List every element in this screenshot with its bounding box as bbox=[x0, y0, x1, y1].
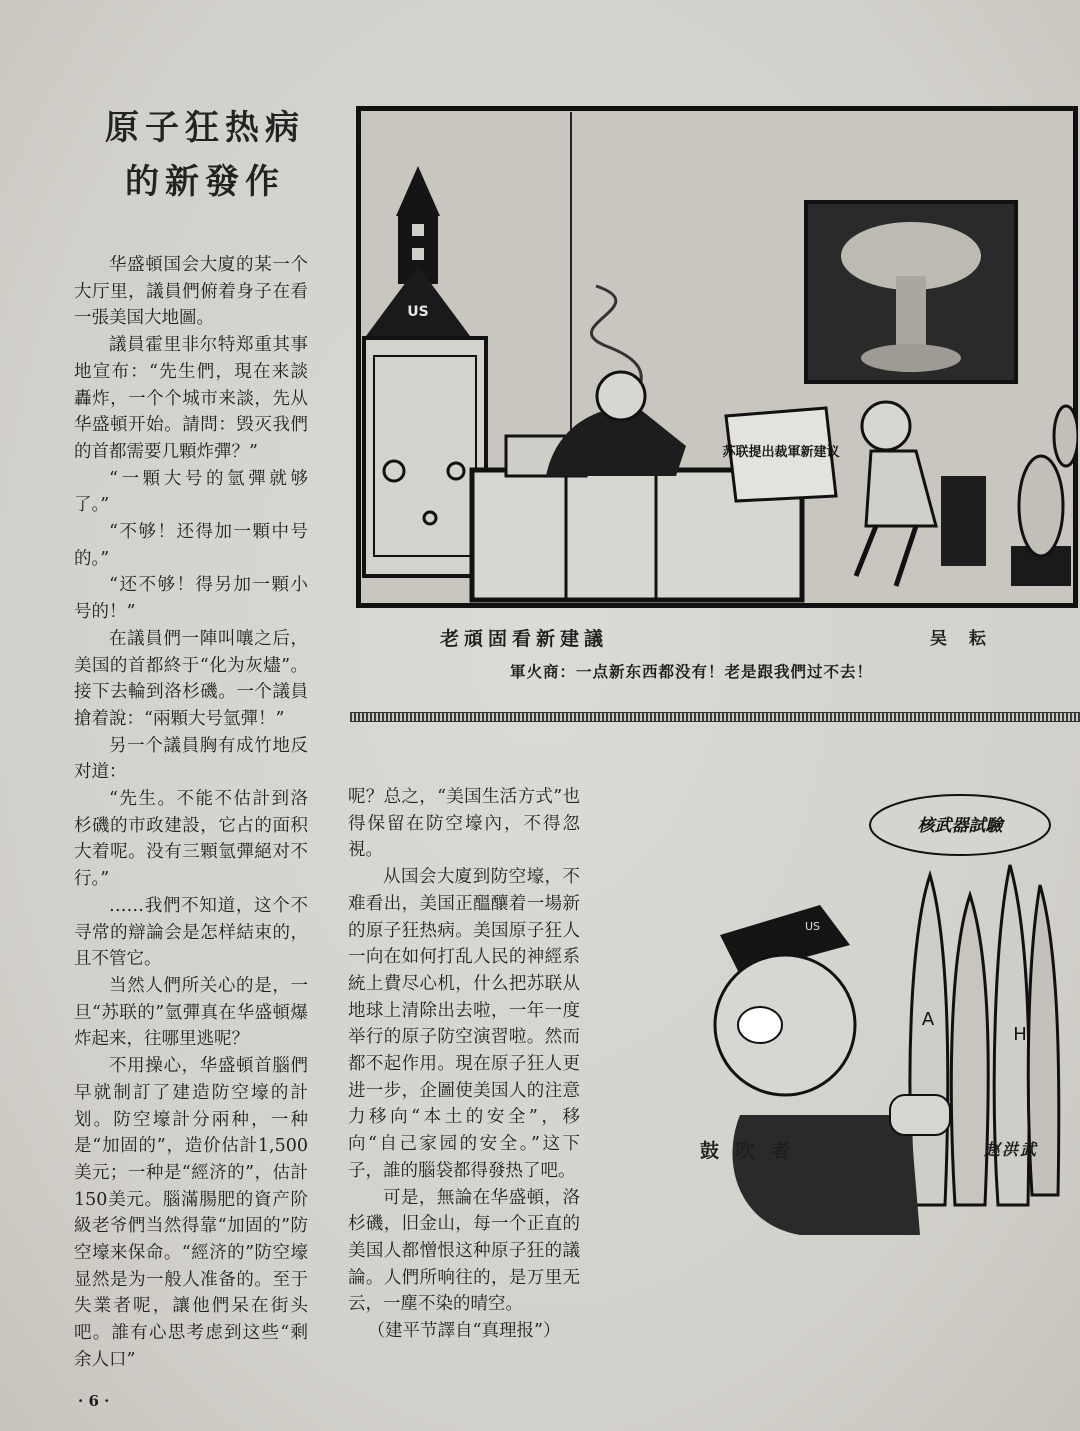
page-number: · 6 · bbox=[78, 1392, 110, 1410]
cartoon-stubborn-old-man bbox=[356, 106, 1078, 608]
article-paragraph: 华盛頓国会大廈的某一个大厅里，議員們俯着身子在看一張美国大地圖。 bbox=[74, 255, 308, 329]
cartoon1-title: 老頑固看新建議 bbox=[440, 628, 609, 650]
article-source: （建平节譯自“真理报”） bbox=[367, 1321, 561, 1342]
article-paragraph: “还不够！得另加一顆小号的！” bbox=[74, 575, 308, 623]
cartoon2-title: 鼓 吹 者 bbox=[700, 1140, 796, 1162]
article-column-2 bbox=[348, 784, 580, 1345]
article-title-line2: 的新發作 bbox=[125, 162, 285, 202]
article-paragraph: “不够！还得加一顆中号的。” bbox=[74, 522, 308, 569]
safe-illustration bbox=[364, 338, 486, 576]
article-paragraph: 不用操心，华盛頓首腦們早就制訂了建造防空壕的計划。防空壕計分兩种，一种是“加固的”，造价估計1,500美元；一种是“經济的”，估計150美元。腦滿腸肥的資产阶級老爷們当然得靠“加固的”防空壕来保命。“經济的”防空壕显然是为一般人准备的。至于失業者呢，讓他們呆在街头吧。誰有心思考虑到这些“剩余人口” bbox=[74, 1056, 308, 1370]
article-paragraph: 另一个議員胸有成竹地反对道： bbox=[74, 735, 308, 783]
article-paragraph: 从国会大廈到防空壕，不难看出，美国正醞釀着一場新的原子狂热病。美国原子狂人一向在如何打乱人民的神經系統上費尽心机，什么把苏联从地球上清除出去啦，一年一度举行的原子防空演習啦。然而都不起作用。現在原子狂人更进一步，企圖使美国人的注意力移向“本土的安全”，移向“自己家园的安全。”这下子，誰的腦袋都得發热了吧。 bbox=[348, 867, 580, 1181]
missile-label-h: H bbox=[1013, 1024, 1027, 1045]
article-paragraph: 当然人們所关心的是，一旦“苏联的”氫彈真在华盛頓爆炸起来，往哪里逃呢？ bbox=[74, 975, 308, 1050]
cartoon-advocate bbox=[680, 785, 1070, 1245]
speech-bubble bbox=[870, 795, 1050, 855]
rocket-label: US bbox=[407, 304, 429, 320]
article-paragraph: 議員霍里非尔特郑重其事地宣布：“先生們，現在来談轟炸，一个个城市来談，先从华盛頓开始。請問：毁灭我們的首都需要几顆炸彈？” bbox=[74, 335, 308, 462]
article-paragraph: “先生。不能不估計到洛杉磯的市政建設，它占的面积大着呢。没有三顆氫彈絕对不行。” bbox=[74, 789, 308, 890]
article-paragraph-continued: 呢？总之，“美国生活方式”也得保留在防空壕內，不得忽視。 bbox=[348, 787, 580, 861]
section-divider bbox=[350, 712, 1080, 722]
bubble-text: 核武器試驗 bbox=[917, 816, 1003, 836]
article-paragraph: 在議員們一陣叫嚷之后，美国的首都終于“化为灰燼”。接下去輪到洛杉磯。一个議員搶着說：“兩顆大号氫彈！” bbox=[74, 628, 308, 729]
article-paragraph: ……我們不知道，这个不寻常的辯論会是怎样結束的，且不管它。 bbox=[74, 895, 308, 970]
cap-label: US bbox=[805, 920, 821, 933]
proposal-paper bbox=[722, 408, 839, 501]
cartoon1-subcaption: 軍火商：一点新东西都没有！老是跟我們过不去！ bbox=[510, 663, 874, 681]
article-paragraph: “一顆大号的氫彈就够了。” bbox=[74, 468, 308, 516]
article-title-line1: 原子狂热病 bbox=[105, 108, 305, 148]
paper-text: 苏联提出裁軍新建议 bbox=[722, 445, 840, 460]
article-paragraph: 可是，無論在华盛頓，洛杉磯，旧金山，每一个正直的美国人都憎恨这种原子狂的議論。人們所响往的，是万里无云，一塵不染的晴空。 bbox=[348, 1187, 580, 1315]
mushroom-cloud-painting bbox=[806, 202, 1016, 382]
cartoon2-artist: 赵洪武 bbox=[984, 1140, 1039, 1159]
cartoon1-artist: 吴 耘 bbox=[930, 629, 994, 649]
missile-label-a: A bbox=[921, 1009, 935, 1030]
article-column-1 bbox=[74, 252, 308, 1374]
